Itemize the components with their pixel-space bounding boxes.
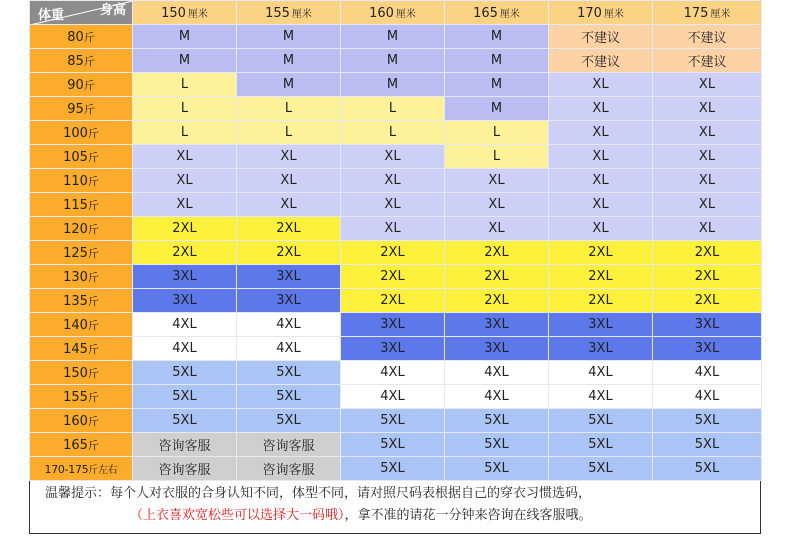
- size-cell: XL: [549, 145, 653, 169]
- table-row: [30, 217, 762, 241]
- size-cell: 2XL: [653, 265, 762, 289]
- size-cell: 4XL: [237, 313, 341, 337]
- weight-unit: 斤: [87, 366, 99, 380]
- height-unit: 厘米: [187, 8, 208, 20]
- size-cell: 2XL: [237, 241, 341, 265]
- size-cell: 4XL: [445, 361, 549, 385]
- height-value: 155: [265, 5, 290, 21]
- size-cell: 5XL: [445, 409, 549, 433]
- size-cell: 2XL: [653, 289, 762, 313]
- size-cell: 5XL: [341, 409, 445, 433]
- height-unit: 厘米: [291, 8, 312, 20]
- weight-unit: 斤: [87, 414, 99, 428]
- size-cell: 4XL: [237, 337, 341, 361]
- size-cell: L: [237, 97, 341, 121]
- weight-unit: 斤: [87, 126, 99, 140]
- weight-cell: [30, 121, 133, 145]
- height-value: 170: [577, 5, 602, 21]
- table-row: [30, 169, 762, 193]
- size-cell: 5XL: [549, 433, 653, 457]
- size-cell: L: [445, 121, 549, 145]
- size-cell: 3XL: [341, 313, 445, 337]
- size-cell: 4XL: [133, 337, 237, 361]
- height-header: [549, 1, 653, 25]
- size-cell: 4XL: [653, 385, 762, 409]
- size-cell: 5XL: [133, 361, 237, 385]
- table-row: [30, 289, 762, 313]
- size-cell: 5XL: [237, 409, 341, 433]
- size-cell: XL: [341, 193, 445, 217]
- weight-unit: 斤: [87, 246, 99, 260]
- size-cell: M: [341, 49, 445, 73]
- weight-value: 105: [63, 149, 88, 165]
- weight-value: 165: [63, 437, 88, 453]
- table-row: [30, 337, 762, 361]
- size-cell: 3XL: [549, 337, 653, 361]
- height-header: [133, 1, 237, 25]
- height-value: 150: [161, 5, 186, 21]
- table-row: [30, 121, 762, 145]
- table-row: [30, 25, 762, 49]
- size-cell: 2XL: [549, 241, 653, 265]
- table-row: [30, 73, 762, 97]
- size-cell: 5XL: [133, 409, 237, 433]
- weight-axis-label: 体重: [38, 8, 65, 23]
- size-cell: XL: [549, 217, 653, 241]
- tip-line-2: [30, 505, 760, 527]
- size-cell: 咨询客服: [237, 457, 341, 481]
- size-cell: 3XL: [237, 289, 341, 313]
- size-cell: XL: [549, 97, 653, 121]
- weight-value: 110: [63, 173, 88, 189]
- size-cell: XL: [653, 145, 762, 169]
- weight-unit: 斤: [87, 150, 99, 164]
- size-cell: XL: [237, 145, 341, 169]
- weight-unit: 斤: [87, 222, 99, 236]
- weight-unit: 斤: [87, 174, 99, 188]
- size-cell: XL: [341, 217, 445, 241]
- size-cell: XL: [549, 73, 653, 97]
- weight-value: 135: [63, 293, 88, 309]
- table-row: [30, 145, 762, 169]
- size-cell: 5XL: [549, 409, 653, 433]
- tip-line-1: 温馨提示：每个人对衣服的合身认知不同，体型不同，请对照尺码表根据自己的穿衣习惯选码，: [45, 486, 592, 501]
- size-cell: L: [341, 121, 445, 145]
- weight-unit: 斤: [83, 78, 95, 92]
- size-cell: 5XL: [445, 433, 549, 457]
- size-cell: M: [445, 73, 549, 97]
- weight-cell: [30, 193, 133, 217]
- height-unit: 厘米: [499, 8, 520, 20]
- size-cell: 不建议: [653, 49, 762, 73]
- weight-value: 90: [67, 77, 84, 93]
- size-cell: XL: [653, 169, 762, 193]
- weight-cell: [30, 361, 133, 385]
- size-cell: XL: [653, 217, 762, 241]
- size-cell: 2XL: [341, 241, 445, 265]
- size-cell: 不建议: [653, 25, 762, 49]
- weight-unit: 斤: [83, 102, 95, 116]
- size-rows: [30, 25, 762, 481]
- size-cell: 4XL: [341, 361, 445, 385]
- table-row: [30, 49, 762, 73]
- height-header: [341, 1, 445, 25]
- weight-value: 120: [63, 221, 88, 237]
- size-cell: XL: [445, 169, 549, 193]
- weight-cell: [30, 241, 133, 265]
- size-cell: XL: [237, 193, 341, 217]
- weight-value: 115: [63, 197, 88, 213]
- weight-unit: 斤: [83, 54, 95, 68]
- weight-unit: 斤左右: [88, 465, 118, 476]
- size-cell: XL: [549, 193, 653, 217]
- size-cell: XL: [653, 193, 762, 217]
- size-cell: 2XL: [445, 241, 549, 265]
- weight-value: 85: [67, 53, 84, 69]
- size-chart: [29, 0, 761, 538]
- size-cell: 2XL: [237, 217, 341, 241]
- size-cell: XL: [341, 145, 445, 169]
- size-cell: XL: [549, 121, 653, 145]
- size-cell: 5XL: [445, 457, 549, 481]
- size-cell: 2XL: [653, 241, 762, 265]
- weight-cell: [30, 217, 133, 241]
- size-cell: L: [341, 97, 445, 121]
- weight-value: 95: [67, 101, 84, 117]
- corner-header: [30, 1, 133, 25]
- size-cell: 5XL: [237, 361, 341, 385]
- height-value: 165: [473, 5, 498, 21]
- size-cell: L: [445, 145, 549, 169]
- table-row: [30, 433, 762, 457]
- table-row: [30, 361, 762, 385]
- tip-highlight: （上衣喜欢宽松些可以选择大一码哦）: [130, 508, 345, 523]
- weight-unit: 斤: [87, 438, 99, 452]
- size-cell: 2XL: [445, 289, 549, 313]
- height-header: [237, 1, 341, 25]
- height-header: [653, 1, 762, 25]
- table-row: [30, 385, 762, 409]
- table-row: [30, 97, 762, 121]
- size-cell: 3XL: [341, 337, 445, 361]
- weight-unit: 斤: [87, 270, 99, 284]
- size-cell: 3XL: [237, 265, 341, 289]
- size-cell: XL: [341, 169, 445, 193]
- height-value: 160: [369, 5, 394, 21]
- size-cell: 不建议: [549, 49, 653, 73]
- size-cell: 5XL: [653, 409, 762, 433]
- weight-value: 125: [63, 245, 88, 261]
- weight-value: 130: [63, 269, 88, 285]
- size-cell: 3XL: [549, 313, 653, 337]
- height-unit: 厘米: [710, 8, 731, 20]
- size-cell: 2XL: [341, 265, 445, 289]
- weight-value: 170-175: [44, 463, 89, 476]
- size-cell: M: [237, 25, 341, 49]
- size-cell: M: [445, 25, 549, 49]
- size-cell: 3XL: [445, 313, 549, 337]
- weight-unit: 斤: [87, 390, 99, 404]
- header-row: [30, 1, 762, 25]
- size-cell: 2XL: [549, 265, 653, 289]
- table-row: [30, 241, 762, 265]
- size-table: [29, 0, 762, 481]
- size-cell: M: [341, 73, 445, 97]
- weight-cell: [30, 49, 133, 73]
- size-cell: 3XL: [653, 313, 762, 337]
- size-cell: XL: [549, 169, 653, 193]
- table-row: [30, 409, 762, 433]
- height-unit: 厘米: [603, 8, 624, 20]
- size-cell: 3XL: [445, 337, 549, 361]
- weight-value: 80: [67, 29, 84, 45]
- size-cell: M: [237, 49, 341, 73]
- weight-cell: [30, 385, 133, 409]
- size-cell: XL: [237, 169, 341, 193]
- size-cell: L: [133, 121, 237, 145]
- size-cell: 2XL: [549, 289, 653, 313]
- weight-cell: [30, 433, 133, 457]
- size-cell: 4XL: [549, 385, 653, 409]
- weight-value: 160: [63, 413, 88, 429]
- weight-cell: [30, 145, 133, 169]
- weight-cell: [30, 265, 133, 289]
- weight-cell: [30, 337, 133, 361]
- size-cell: M: [341, 25, 445, 49]
- height-value: 175: [683, 5, 709, 21]
- weight-cell: [30, 169, 133, 193]
- weight-cell: [30, 313, 133, 337]
- table-row: [30, 313, 762, 337]
- weight-unit: 斤: [83, 30, 95, 44]
- weight-cell: [30, 457, 133, 481]
- size-cell: XL: [133, 145, 237, 169]
- size-cell: XL: [653, 97, 762, 121]
- height-unit: 厘米: [395, 8, 416, 20]
- size-cell: 5XL: [653, 457, 762, 481]
- size-cell: M: [445, 97, 549, 121]
- size-cell: L: [133, 97, 237, 121]
- size-cell: 5XL: [653, 433, 762, 457]
- size-cell: XL: [653, 121, 762, 145]
- size-cell: 3XL: [133, 289, 237, 313]
- weight-unit: 斤: [87, 318, 99, 332]
- size-cell: 5XL: [133, 385, 237, 409]
- size-cell: 5XL: [341, 433, 445, 457]
- weight-cell: [30, 73, 133, 97]
- size-cell: M: [133, 49, 237, 73]
- table-row: [30, 265, 762, 289]
- tip-note: [29, 481, 761, 534]
- weight-unit: 斤: [87, 198, 99, 212]
- size-cell: L: [133, 73, 237, 97]
- weight-unit: 斤: [87, 342, 99, 356]
- size-cell: 4XL: [653, 361, 762, 385]
- weight-value: 140: [63, 317, 88, 333]
- size-cell: M: [237, 73, 341, 97]
- height-axis-label: 身高: [99, 3, 126, 18]
- size-cell: 4XL: [133, 313, 237, 337]
- size-cell: XL: [445, 193, 549, 217]
- weight-value: 155: [63, 389, 88, 405]
- weight-cell: [30, 409, 133, 433]
- size-cell: 5XL: [549, 457, 653, 481]
- size-cell: 不建议: [549, 25, 653, 49]
- size-cell: XL: [653, 73, 762, 97]
- size-cell: 4XL: [341, 385, 445, 409]
- size-cell: L: [237, 121, 341, 145]
- size-cell: 4XL: [549, 361, 653, 385]
- size-cell: XL: [445, 217, 549, 241]
- size-cell: 3XL: [133, 265, 237, 289]
- weight-cell: [30, 97, 133, 121]
- weight-cell: [30, 289, 133, 313]
- size-cell: 2XL: [133, 241, 237, 265]
- size-cell: 4XL: [445, 385, 549, 409]
- weight-cell: [30, 25, 133, 49]
- table-row: [30, 457, 762, 481]
- size-cell: 咨询客服: [133, 457, 237, 481]
- weight-value: 100: [63, 125, 88, 141]
- table-row: [30, 193, 762, 217]
- size-cell: M: [445, 49, 549, 73]
- size-cell: XL: [133, 193, 237, 217]
- size-cell: XL: [133, 169, 237, 193]
- size-cell: 咨询客服: [237, 433, 341, 457]
- size-cell: 2XL: [133, 217, 237, 241]
- size-cell: 2XL: [341, 289, 445, 313]
- weight-value: 145: [63, 341, 88, 357]
- size-cell: 5XL: [341, 457, 445, 481]
- size-cell: 3XL: [653, 337, 762, 361]
- height-header: [445, 1, 549, 25]
- size-cell: M: [133, 25, 237, 49]
- weight-unit: 斤: [87, 294, 99, 308]
- tip-line-2-rest: ，拿不准的请花一分钟来咨询在线客服哦。: [344, 508, 592, 523]
- size-cell: 2XL: [445, 265, 549, 289]
- weight-value: 150: [63, 365, 88, 381]
- size-cell: 咨询客服: [133, 433, 237, 457]
- size-cell: 5XL: [237, 385, 341, 409]
